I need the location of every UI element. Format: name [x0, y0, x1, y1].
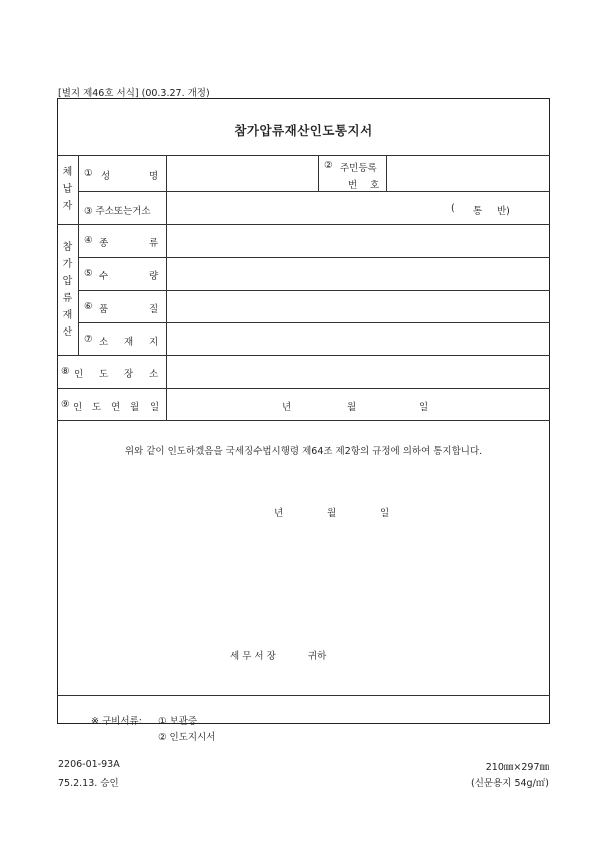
quantity-field[interactable] [167, 258, 549, 289]
delivery-date-label: 월 [130, 402, 140, 413]
form-header: [별지 제46호 서식] (00.3.27. 개정) [58, 88, 210, 99]
addressee-honorific: 귀하 [308, 651, 327, 662]
kind-label: 종 [99, 238, 109, 249]
location-field[interactable] [167, 323, 549, 354]
delivery-place-label: 인 [74, 369, 84, 380]
kind-label: 류 [149, 238, 159, 249]
delivery-place-field[interactable] [167, 356, 549, 387]
address-field[interactable] [167, 192, 549, 223]
property-group-label [57, 239, 78, 341]
attachment-item: ① 보관증 [158, 716, 198, 727]
group-char: 가 [62, 259, 73, 270]
group-char: 재 [62, 310, 73, 321]
group-char: 류 [62, 293, 73, 304]
location-label: 소 [99, 337, 109, 348]
quality-label: 품 [99, 304, 109, 315]
resident-no-number: ② [324, 160, 333, 171]
quantity-label: 수 [99, 271, 109, 282]
resident-no-label: 호 [370, 180, 380, 191]
form-title: 참가압류재산인도통지서 [234, 123, 373, 138]
divider [57, 420, 550, 421]
group-char: 자 [62, 201, 73, 212]
notice-statement: 위와 같이 인도하겠음을 국세징수법시행령 제64조 제2항의 규정에 의하여 통지합니다. [124, 446, 483, 457]
debtor-group-label [57, 164, 78, 215]
kind-number: ④ [84, 235, 93, 246]
name-label: 명 [149, 171, 159, 182]
group-char: 납 [62, 184, 73, 195]
delivery-place-number: ⑧ [61, 366, 70, 377]
date-year-unit: 년 [282, 402, 292, 413]
quality-label: 질 [149, 304, 159, 315]
address-suffix: ( [451, 203, 455, 214]
delivery-date-label: 연 [111, 402, 121, 413]
location-label: 재 [124, 337, 134, 348]
divider [57, 695, 550, 696]
kind-field[interactable] [167, 225, 549, 256]
notice-date-year: 년 [274, 508, 284, 519]
location-number: ⑦ [84, 334, 93, 345]
group-char: 체 [62, 167, 73, 178]
paper-size: 210㎜×297㎜ [485, 762, 549, 773]
resident-no-label: 번 [348, 180, 358, 191]
delivery-date-field[interactable] [167, 389, 549, 419]
delivery-date-label: 도 [92, 402, 102, 413]
group-char: 압 [62, 276, 73, 287]
group-char: 산 [62, 327, 73, 338]
delivery-date-number: ⑨ [61, 399, 70, 410]
form-code: 2206-01-93A [58, 759, 120, 770]
date-day-unit: 일 [419, 402, 429, 413]
address-suffix: 반) [497, 206, 510, 217]
quantity-number: ⑤ [84, 268, 93, 279]
group-char: 참 [62, 242, 73, 253]
paper-type: (신문용지 54g/㎡) [471, 778, 549, 789]
delivery-date-label: 인 [73, 402, 83, 413]
date-month-unit: 월 [347, 402, 357, 413]
approval-date: 75.2.13. 승인 [58, 778, 119, 789]
divider [78, 155, 79, 355]
notice-date-month: 월 [327, 508, 337, 519]
resident-no-label: 주민등록 [340, 163, 377, 174]
resident-no-field[interactable] [387, 156, 549, 190]
address-suffix: 통 [473, 206, 483, 217]
delivery-place-label: 도 [99, 369, 109, 380]
quality-field[interactable] [167, 291, 549, 321]
delivery-place-label: 소 [149, 369, 159, 380]
delivery-date-label: 일 [150, 402, 160, 413]
divider [318, 155, 319, 191]
address-label: ③ 주소또는거소 [84, 206, 151, 217]
name-field[interactable] [167, 156, 317, 190]
quantity-label: 량 [149, 271, 159, 282]
name-number: ① [84, 168, 93, 179]
notice-date-day: 일 [380, 508, 390, 519]
quality-number: ⑥ [84, 301, 93, 312]
attachments-label: ※ 구비서류: [91, 716, 142, 727]
addressee-office: 세 무 서 장 [230, 651, 276, 662]
delivery-place-label: 장 [124, 369, 134, 380]
name-label: 성 [101, 171, 111, 182]
location-label: 지 [149, 337, 159, 348]
attachment-item: ② 인도지시서 [158, 732, 216, 743]
